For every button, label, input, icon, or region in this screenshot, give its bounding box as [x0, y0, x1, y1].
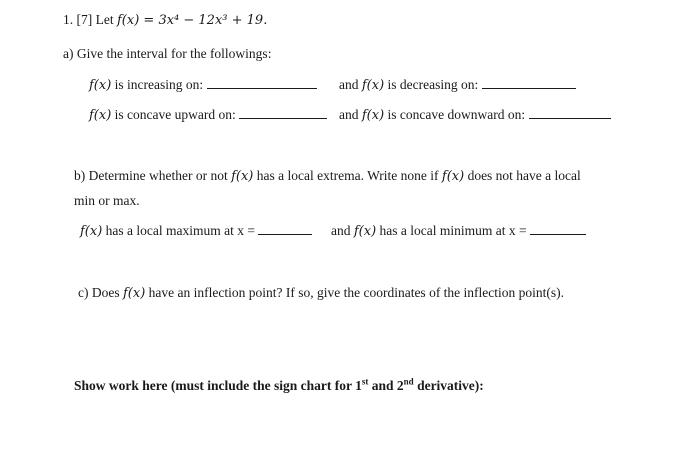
- concave-down-row: [339, 106, 611, 125]
- work-text-start: Show work here (must include the sign chart for 1: [74, 378, 362, 393]
- fx-label: f(x): [361, 108, 385, 123]
- problem-number: 1.: [63, 12, 74, 27]
- let-word: Let: [95, 12, 114, 27]
- part-b-line2: min or max.: [74, 193, 140, 208]
- fx-label: f(x): [361, 78, 385, 93]
- local-min-answer-blank[interactable]: [530, 222, 586, 235]
- increasing-answer-blank[interactable]: [207, 76, 317, 89]
- local-max-answer-blank[interactable]: [258, 222, 312, 235]
- part-a-heading: a) Give the interval for the followings:: [63, 46, 272, 61]
- fx-label: f(x): [122, 286, 146, 301]
- part-c-prefix: c) Does: [78, 285, 120, 300]
- increasing-row: [89, 76, 317, 95]
- problem-points: [7]: [76, 12, 93, 27]
- part-b-prefix: b) Determine whether or not: [74, 168, 228, 183]
- decreasing-row: [339, 76, 576, 95]
- work-sup-st: st: [361, 376, 369, 387]
- fx-label: f(x): [80, 224, 103, 239]
- part-c-question: [78, 284, 564, 303]
- work-text-mid: and 2: [368, 378, 404, 393]
- and-word: and: [331, 223, 351, 238]
- part-b-mid: has a local extrema. Write none if: [256, 168, 439, 183]
- concave-up-label: is concave upward on:: [114, 107, 236, 122]
- part-b-end: does not have a local: [467, 168, 581, 183]
- decreasing-answer-blank[interactable]: [482, 76, 576, 89]
- part-c-rest: have an inflection point? If so, give the coordinates of the inflection point(s).: [148, 285, 565, 300]
- local-min-row: [331, 222, 586, 241]
- local-max-row: [80, 222, 312, 241]
- local-min-label: has a local minimum at x =: [379, 223, 527, 238]
- work-instruction: [74, 377, 484, 395]
- work-sup-nd: nd: [403, 376, 414, 387]
- decreasing-label: is decreasing on:: [387, 77, 479, 92]
- concave-up-row: [89, 106, 327, 125]
- problem-header: [63, 11, 267, 30]
- fx-label: f(x): [231, 169, 254, 184]
- fx-label: f(x): [441, 169, 465, 184]
- fx-label: f(x): [353, 224, 377, 239]
- concave-up-answer-blank[interactable]: [239, 106, 327, 119]
- concave-down-label: is concave downward on:: [387, 107, 526, 122]
- fx-label: f(x): [89, 108, 112, 123]
- fx-label: f(x): [89, 78, 112, 93]
- and-word: and: [339, 77, 359, 92]
- function-definition: f(x) = 3x⁴ − 12x³ + 19.: [117, 13, 268, 28]
- and-word: and: [339, 107, 359, 122]
- increasing-label: is increasing on:: [114, 77, 204, 92]
- work-text-end: derivative):: [413, 378, 484, 393]
- part-b-line1: [74, 167, 581, 186]
- concave-down-answer-blank[interactable]: [529, 106, 611, 119]
- local-max-label: has a local maximum at x =: [105, 223, 255, 238]
